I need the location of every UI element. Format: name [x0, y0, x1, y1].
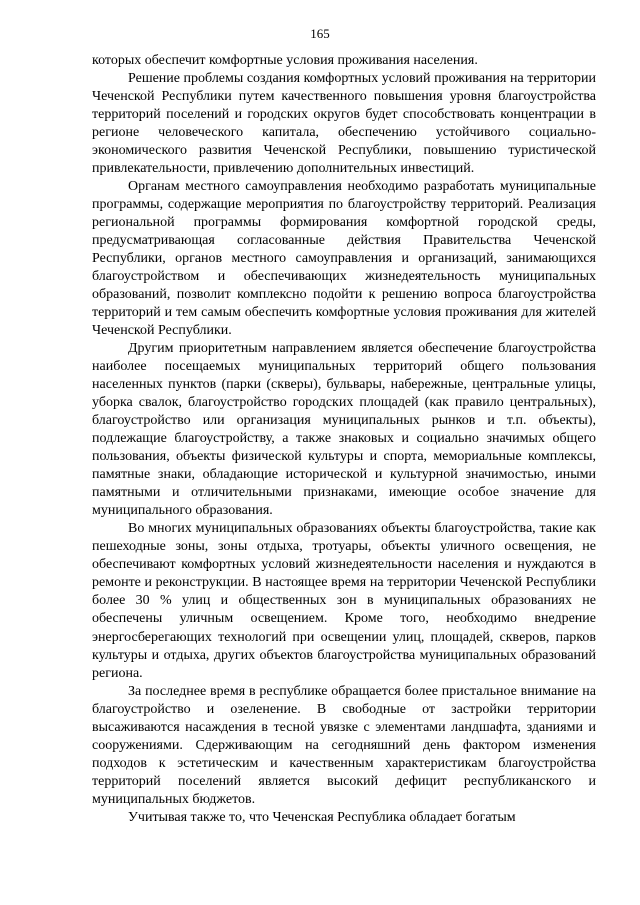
paragraph: Во многих муниципальных образованиях объекты благоустройства, такие как пешеходные зоны, зоны отдыха, тротуары, объекты уличного освещения, не обеспечивают комфортных условий жизнедеятельности населения и нуждаются в ремонте и реконструкции. В настоящее время на территории Чеченской Республики более 30 % улиц и общественных зон в муниципальных образованиях не обеспечены уличным освещением. Кроме того, необходимо внедрение энергосберегающих технологий при освещении улиц, площадей, скверов, парков культуры и отдыха, других объектов благоустройства муниципальных образований региона. — [92, 521, 596, 681]
paragraph: Другим приоритетным направлением является обеспечение благоустройства наиболее посещаемых муниципальных территорий общего пользования населенных пунктов (парки (скверы), бульвары, набережные, центральные улицы, уборка свалок, благоустройство городских площадей (как правило центральных), благоустройство или организация муниципальных рынков и т.п. объекты), подлежащие благоустройству, а также знаковых и социально значимых общего пользования, объекты физической культуры и спорта, мемориальные комплексы, памятные знаки, обладающие исторической и культурной значимостью, иными памятными и отличительными признаками, имеющие особое значение для муниципального образования. — [92, 341, 596, 519]
paragraph: Решение проблемы создания комфортных условий проживания на территории Чеченской Республики путем качественного повышения уровня благоустройства территорий поселений и городских округов будет способствовать концентрации в регионе человеческого капитала, обеспечению устойчивого социально-экономического развития Чеченской Республики, повышению туристической привлекательности, привлечению дополнительных инвестиций. — [92, 71, 596, 177]
paragraph-continuation: которых обеспечит комфортные условия проживания населения. — [92, 53, 478, 68]
paragraph: Учитывая также то, что Чеченская Республика обладает богатым — [128, 809, 516, 825]
page-body — [92, 52, 596, 827]
page-number: 165 — [310, 26, 330, 41]
paragraph: За последнее время в республике обращается более пристальное внимание на благоустройство и озеленение. В свободные от застройки территории высаживаются насаждения в тесной увязке с элементами ландшафта, зданиями и сооружениями. Сдерживающим на сегодняшний день фактором изменения подходов к эстетическим и качественным характеристикам благоустройства территорий поселений является высокий дефицит республиканского и муниципальных бюджетов. — [92, 683, 596, 807]
paragraph: Органам местного самоуправления необходимо разработать муниципальные программы, содержащие мероприятия по благоустройству территорий. Реализация региональной программы формирования комфортной городской среды, предусматривающая согласованные действия Правительства Чеченской Республики, органов местного самоуправления и организаций, занимающихся благоустройством и обеспечивающих жизнедеятельность муниципальных образований, позволит комплексно подойти к решению вопроса благоустройства территорий и тем самым обеспечить комфортные условия проживания для жителей Чеченской Республики. — [92, 179, 596, 339]
